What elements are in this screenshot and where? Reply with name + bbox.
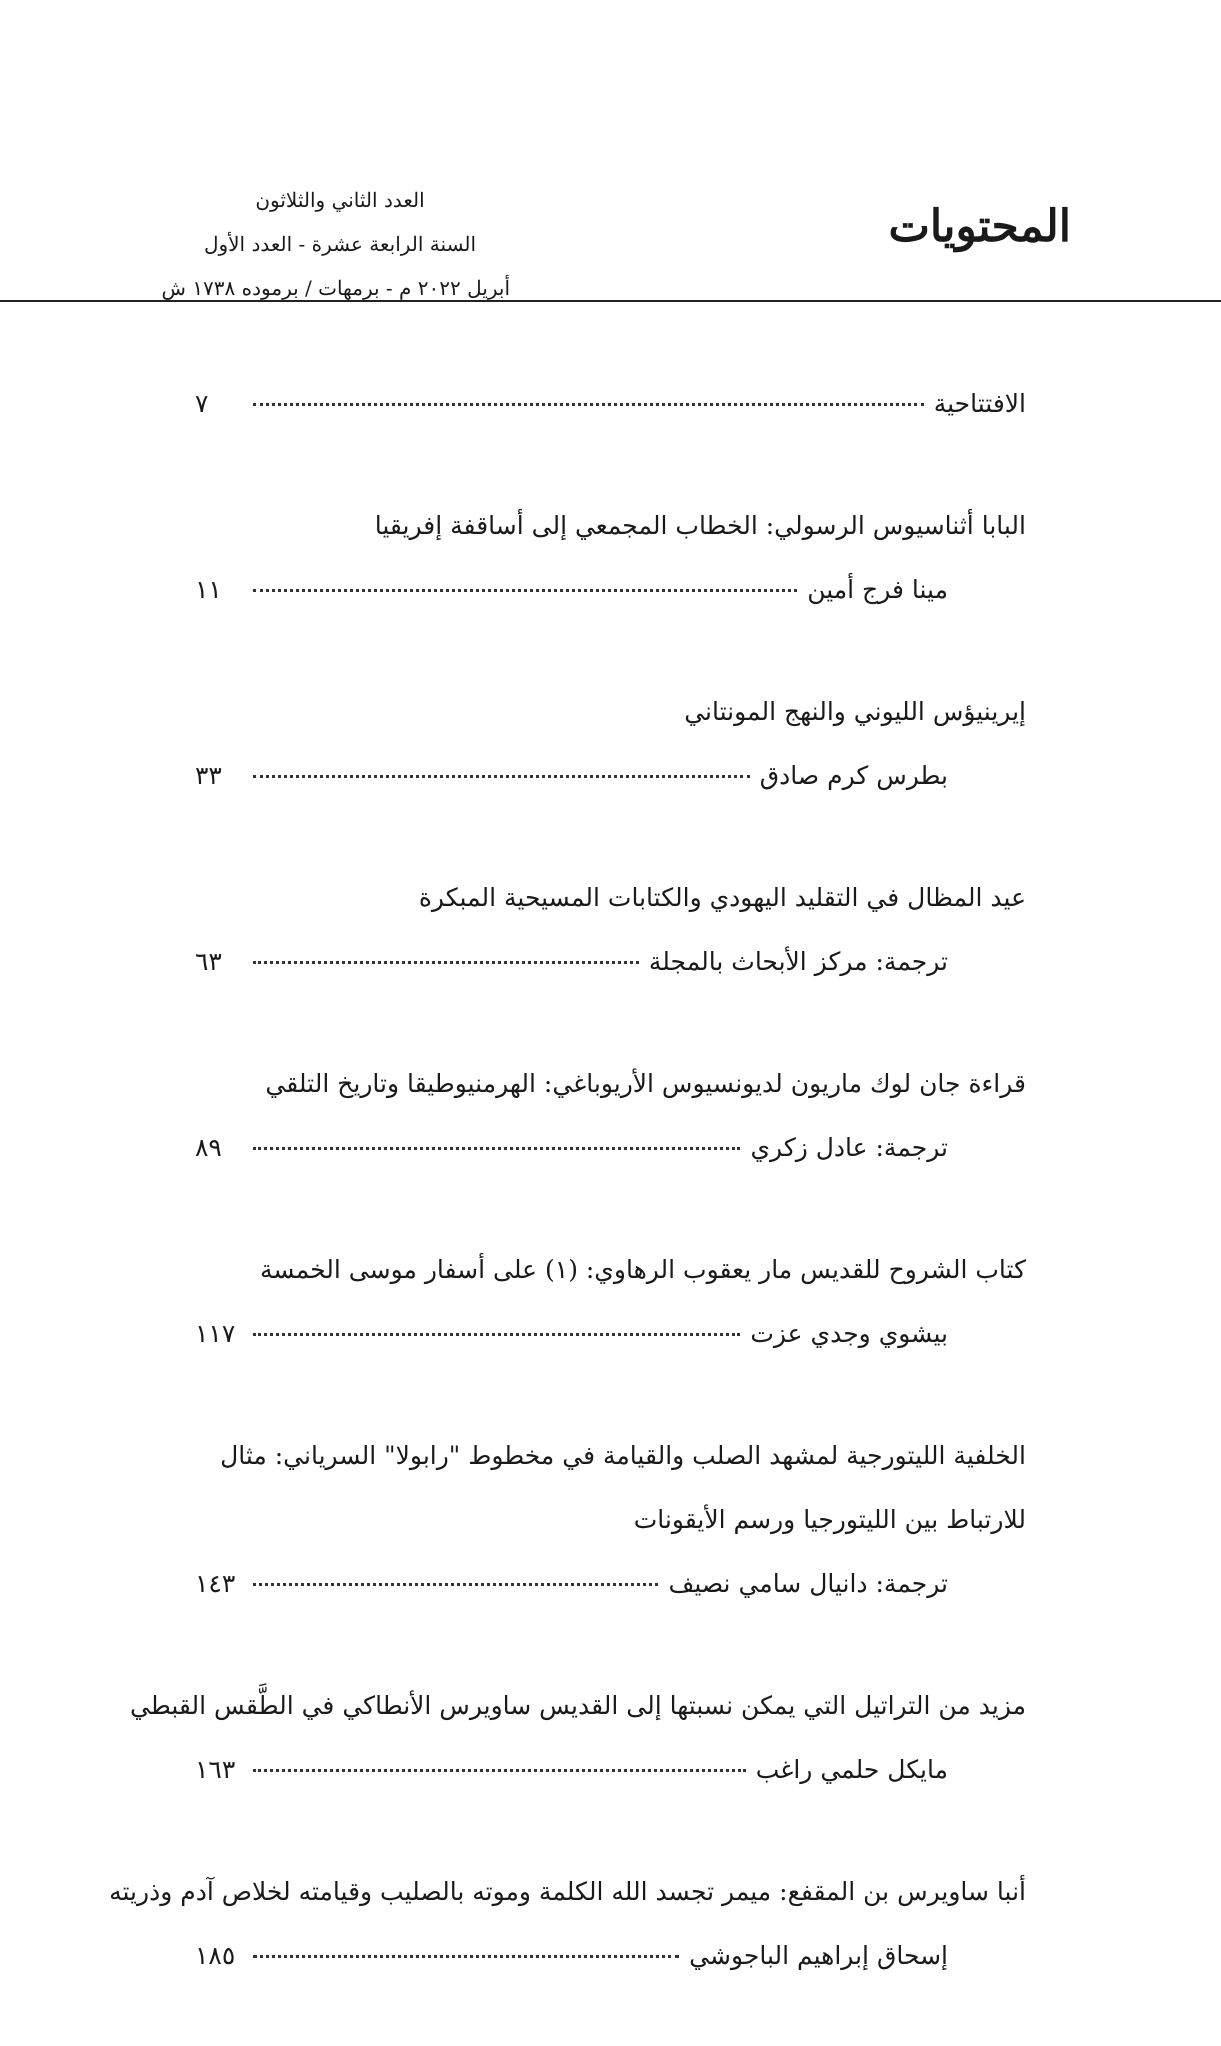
toc-entry[interactable] — [195, 494, 1026, 622]
dot-leader — [253, 589, 797, 592]
page-number: ٧ — [195, 389, 209, 418]
toc-entry[interactable] — [195, 680, 1026, 808]
toc-entry[interactable] — [109, 1860, 1026, 1988]
issue-info — [161, 178, 510, 310]
page-number: ١٤٣ — [195, 1569, 236, 1598]
page-number: ١٦٣ — [195, 1755, 236, 1784]
dot-leader — [253, 1333, 740, 1336]
dot-leader — [253, 1583, 658, 1586]
toc-entry-author: مايكل حلمي راغب — [755, 1755, 948, 1784]
toc-entry-title: عيد المظال في التقليد اليهودي والكتابات المسيحية المبكرة — [418, 883, 1026, 912]
toc-entry-title: البابا أثناسيوس الرسولي: الخطاب المجمعي إلى أساقفة إفريقيا — [374, 511, 1026, 540]
toc-entry-opening[interactable] — [195, 372, 1026, 436]
toc-entry-author: إسحاق إبراهيم الباجوشي — [689, 1941, 948, 1970]
table-of-contents — [109, 372, 1026, 2046]
toc-entry[interactable] — [195, 866, 1026, 994]
toc-entry-title: إيرينيؤس الليوني والنهج المونتاني — [684, 697, 1026, 726]
toc-entry-author: ترجمة: عادل زكري — [750, 1133, 948, 1162]
toc-entry-title: كتاب الشروح للقديس مار يعقوب الرهاوي: (١) على أسفار موسى الخمسة — [259, 1255, 1026, 1284]
toc-entry-title: الخلفية الليتورجية لمشهد الصلب والقيامة في مخطوط "رابولا" السرياني: مثال — [220, 1441, 1026, 1470]
page-number: ١٨٥ — [195, 1941, 236, 1970]
dot-leader — [253, 775, 750, 778]
toc-entry[interactable] — [195, 1424, 1026, 1616]
page-number: ٦٣ — [195, 947, 222, 976]
issue-date: أبريل ٢٠٢٢ م - برمهات / برموده ١٧٣٨ ش — [161, 276, 510, 300]
toc-entry[interactable] — [195, 1238, 1026, 1366]
page-number: ١١ — [195, 575, 222, 604]
toc-entry-title: قراءة جان لوك ماريون لديونسيوس الأريوباغي: الهرمنيوطيقا وتاريخ التلقي — [265, 1069, 1026, 1098]
toc-entry-title: مزيد من التراتيل التي يمكن نسبتها إلى القديس ساويرس الأنطاكي في الطَّقس القبطي — [130, 1691, 1026, 1720]
page-number: ٣٣ — [195, 761, 222, 790]
dot-leader — [253, 1147, 740, 1150]
toc-entry[interactable] — [130, 1674, 1026, 1802]
toc-entry-title-continued: للارتباط بين الليتورجيا ورسم الأيقونات — [633, 1505, 1026, 1534]
dot-leader — [253, 1769, 746, 1772]
toc-entry-author: بيشوي وجدي عزت — [750, 1319, 948, 1348]
header-divider — [0, 300, 1221, 302]
toc-entry-title: الافتتاحية — [933, 389, 1026, 418]
toc-entry-author: ترجمة: مركز الأبحاث بالمجلة — [648, 947, 948, 976]
dot-leader — [253, 1955, 679, 1958]
page-title: المحتويات — [888, 201, 1071, 252]
page-number: ١١٧ — [195, 1319, 236, 1348]
toc-entry-author: مينا فرج أمين — [807, 575, 948, 604]
toc-entry-author: ترجمة: دانيال سامي نصيف — [668, 1569, 948, 1598]
toc-entry[interactable] — [195, 1052, 1026, 1180]
dot-leader — [253, 961, 639, 964]
toc-entry-author: بطرس كرم صادق — [759, 761, 948, 790]
toc-entry-title: أنبا ساويرس بن المقفع: ميمر تجسد الله الكلمة وموته بالصليب وقيامته لخلاص آدم وذريته — [109, 1877, 1026, 1906]
dot-leader — [253, 403, 924, 406]
issue-number: العدد الثاني والثلاثون — [255, 188, 425, 212]
volume-info: السنة الرابعة عشرة - العدد الأول — [203, 232, 477, 256]
page-number: ٨٩ — [195, 1133, 222, 1162]
